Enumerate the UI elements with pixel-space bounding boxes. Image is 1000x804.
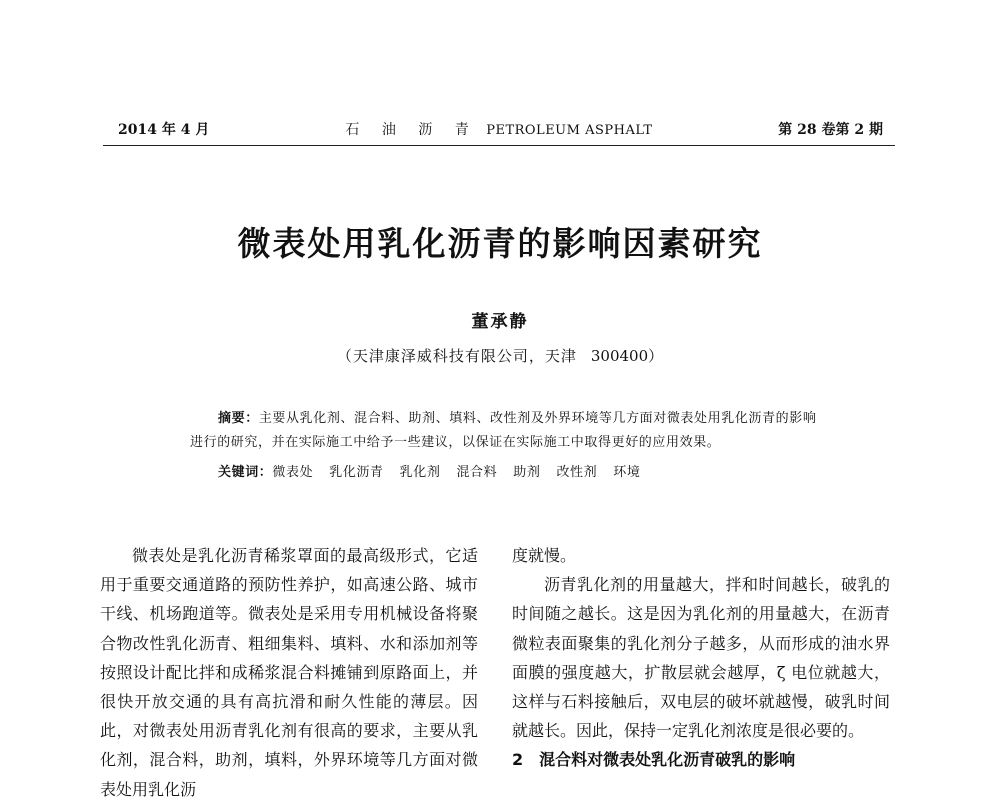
keyword: 乳化剂 [399,465,441,480]
author-name: 董承静 [471,312,529,332]
abstract-text: 主要从乳化剂、混合料、助剂、填料、改性剂及外界环境等几方面对微表处用乳化沥青的影响进行的研究，并在实际施工中给予一些建议，以保证在实际施工中取得更好的应用效果。 [190,411,817,450]
journal-name [103,119,895,142]
keyword: 环境 [613,465,641,480]
keywords-label: 关键词： [218,465,273,480]
affiliation-org: （天津康泽威科技有限公司，天津 [336,347,577,365]
keyword: 混合料 [456,465,498,480]
body-column-right [512,541,890,775]
body-paragraph: 微表处是乳化沥青稀浆罩面的最高级形式，它适用于重要交通道路的预防性养护，如高速公路、城市干线、机场跑道等。微表处是采用专用机械设备将聚合物改性乳化沥青、粗细集料、填料、水和添加剂等按照设计配比拌和成稀浆混合料摊铺到原路面上，并很快开放交通的具有高抗滑和耐久性能的薄层。因此，对微表处用沥青乳化剂有很高的要求，主要从乳化剂，混合料，助剂，填料，外界环境等几方面对微表处用乳化沥 [100,546,478,799]
journal-name-en: PETROLEUM ASPHALT [486,123,653,138]
volume-issue: 第 28 卷第 2 期 [778,122,883,138]
keywords-line [190,461,818,485]
body-paragraph: 沥青乳化剂的用量越大，拌和时间越长，破乳的时间随之越长。这是因为乳化剂的用量越大，在沥青微粒表面聚集的乳化剂分子越多，从而形成的油水界面膜的强度越大，扩散层就会越厚，ζ 电位就越大，这样与石料接触后，双电层的破坏就越慢，破乳时间就越长。因此，保持一定乳化剂浓度是很必要的。 [512,575,890,741]
abstract-block [190,407,818,485]
body-paragraph: 度就慢。 [512,546,577,565]
running-header [103,119,895,143]
keyword: 助剂 [513,465,541,480]
section-heading: 2 混合料对微表处乳化沥青破乳的影响 [512,750,796,770]
keyword: 乳化沥青 [329,465,384,480]
header-divider [103,145,895,146]
abstract-label: 摘要： [218,411,259,426]
article-title: 微表处用乳化沥青的影响因素研究 [237,224,763,263]
body-column-left [100,541,478,804]
keyword: 微表处 [272,465,314,480]
affiliation-zip: 300400） [590,347,664,365]
author-affiliation [0,345,1000,366]
issue-date: 2014 年 4 月 [118,122,210,138]
abstract-paragraph [190,407,818,455]
journal-name-cn: 石 油 沥 青 [345,122,478,138]
keyword: 改性剂 [556,465,598,480]
